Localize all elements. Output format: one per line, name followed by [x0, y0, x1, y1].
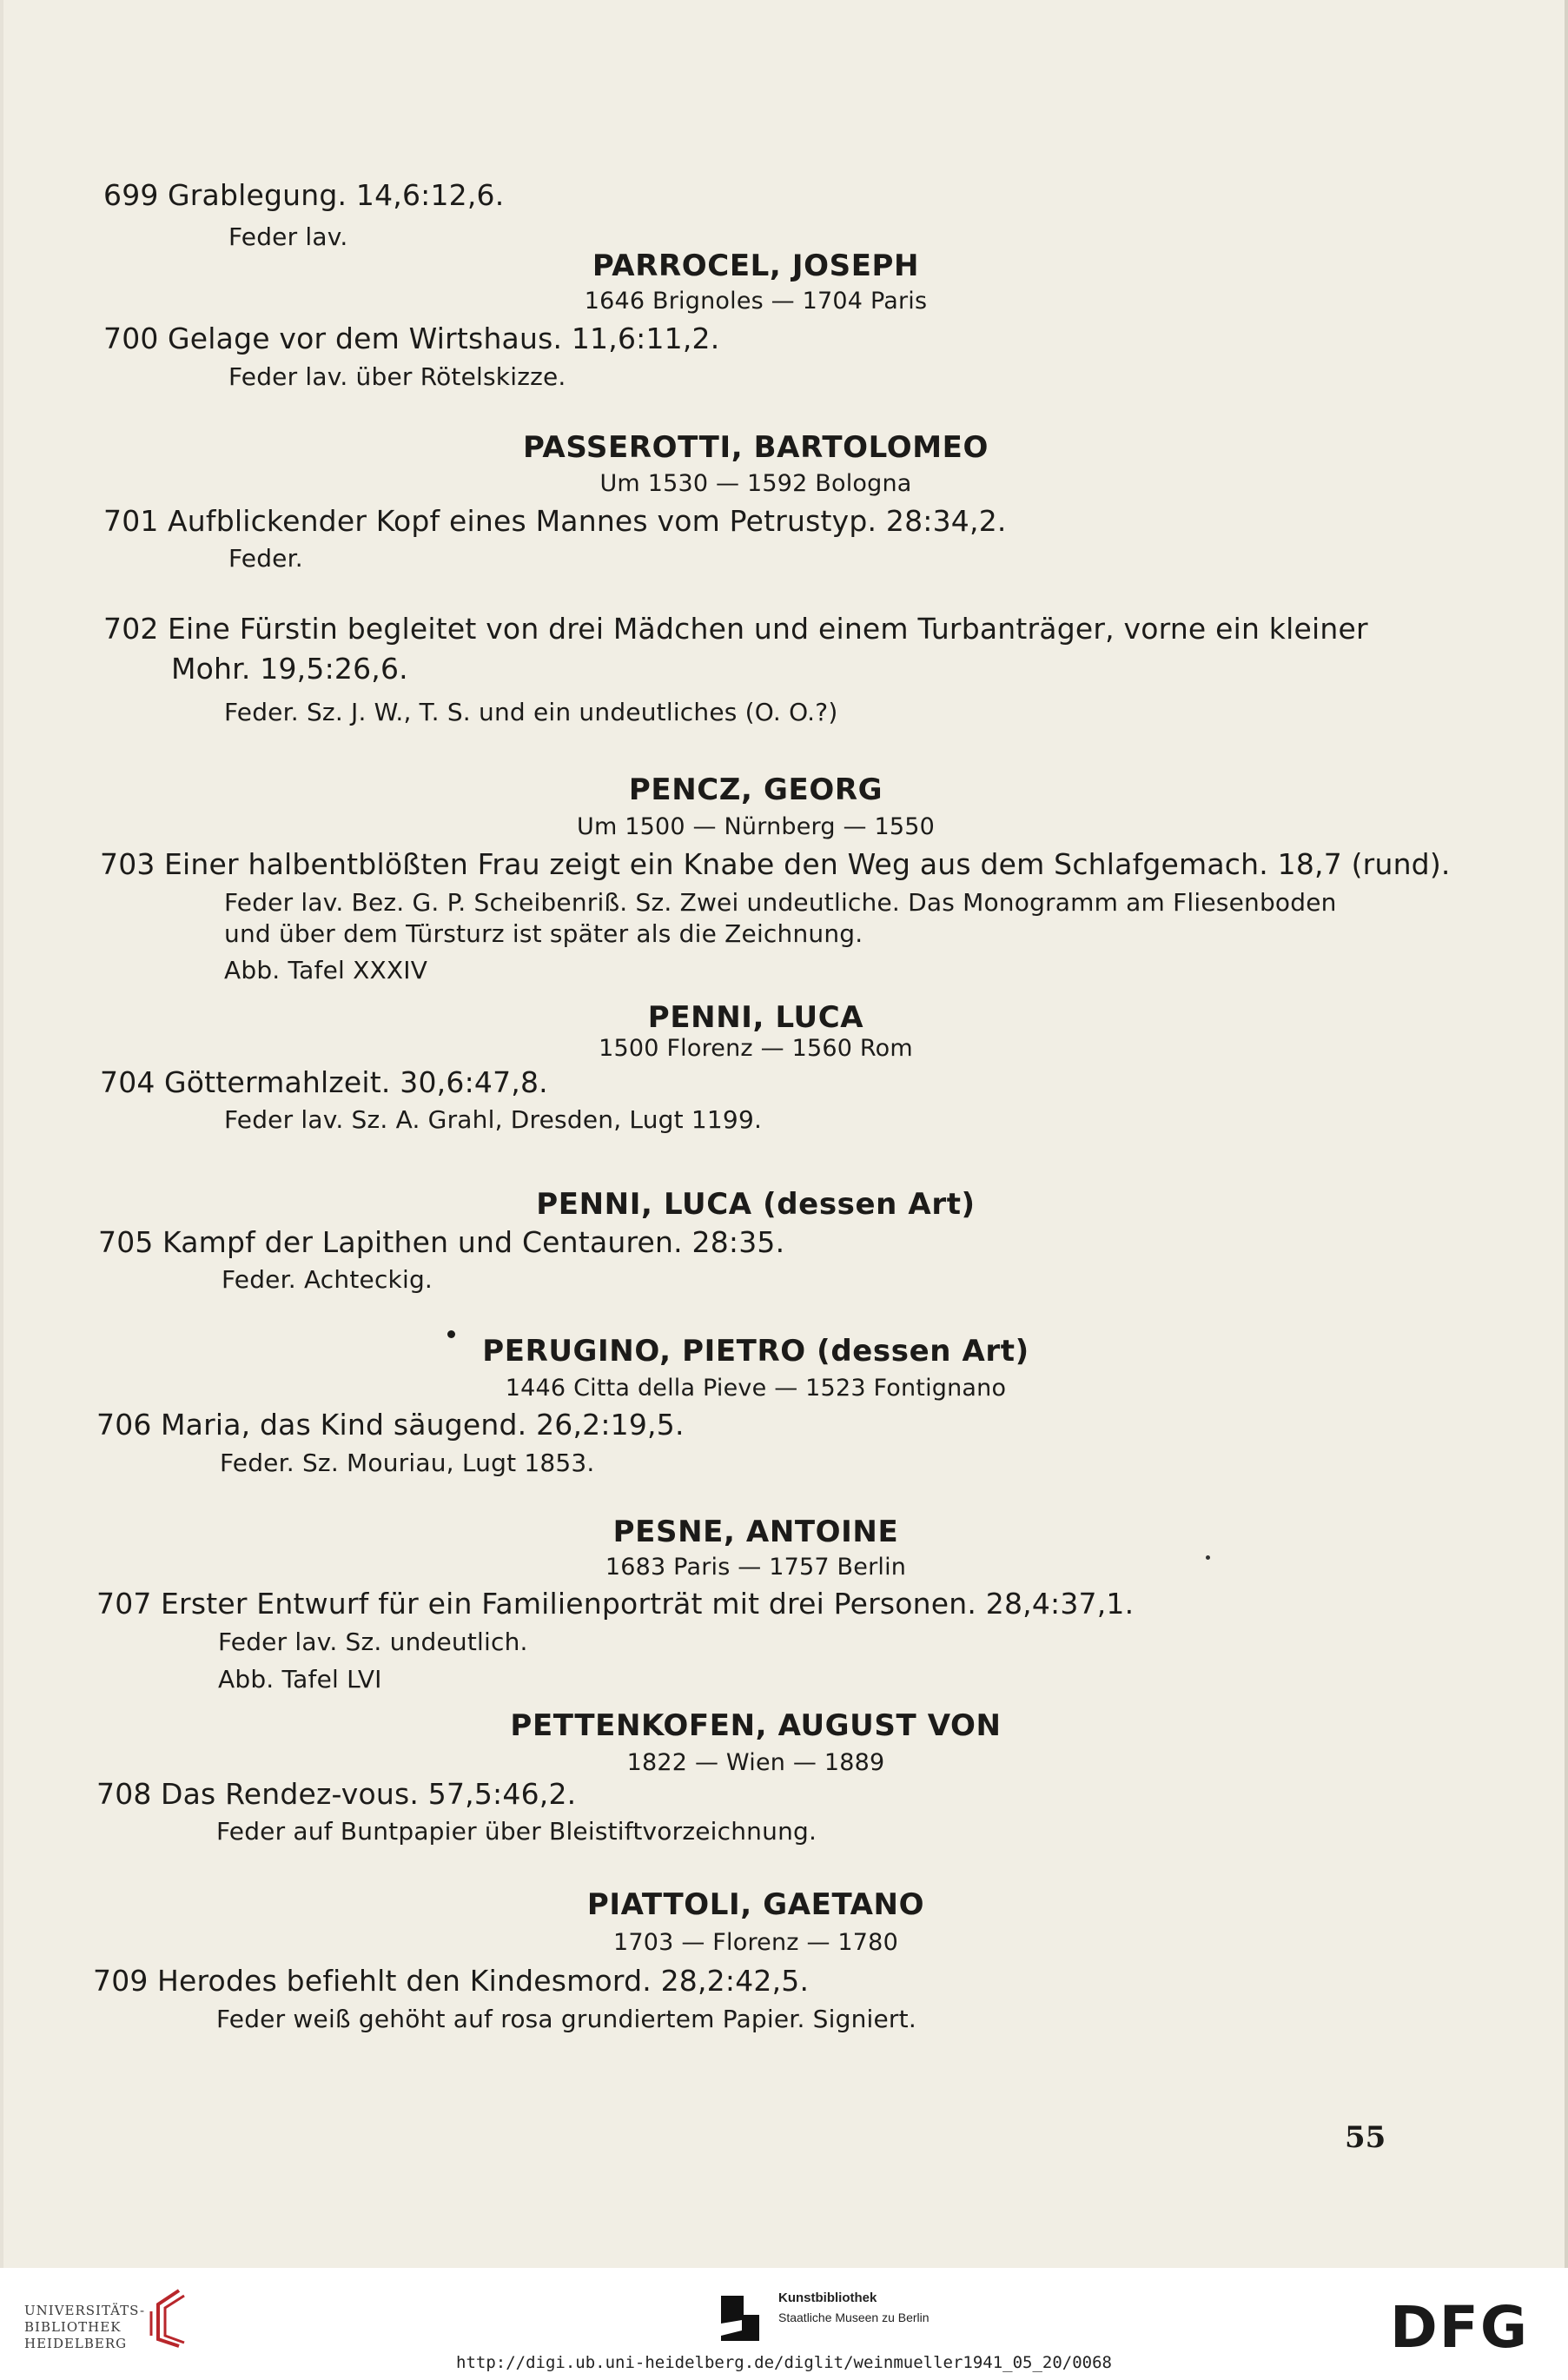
artist-dates: 1822 — Wien — 1889 [626, 1749, 885, 1776]
entry-708-detail: Feder auf Buntpapier über Bleistiftvorzeichnung. [216, 1817, 817, 1846]
artist-dates: Um 1500 — Nürnberg — 1550 [577, 813, 935, 840]
artist-heading: PENCZ, GEORG [628, 772, 883, 807]
artist-heading: PENNI, LUCA (dessen Art) [536, 1187, 976, 1222]
kb-name: Kunstbibliothek [778, 2291, 877, 2305]
entry-708: 708 Das Rendez-vous. 57,5:46,2. [96, 1777, 577, 1811]
artist-heading: PARROCEL, JOSEPH [592, 249, 920, 283]
artist-heading: PASSEROTTI, BARTOLOMEO [523, 430, 989, 465]
entry-707-detail: Feder lav. Sz. undeutlich. [218, 1628, 528, 1656]
entry-701: 701 Aufblickender Kopf eines Mannes vom Petrustyp. 28:34,2. [103, 504, 1007, 538]
entry-702-continued: Mohr. 19,5:26,6. [171, 652, 408, 686]
ub-line: BIBLIOTHEK [24, 2319, 122, 2335]
ub-heidelberg-logo-text[interactable] [24, 2303, 145, 2352]
artist-dates: 1703 — Florenz — 1780 [613, 1929, 898, 1956]
entry-703: 703 Einer halbentblößten Frau zeigt ein Knabe den Weg aus dem Schlafgemach. 18,7 (rund). [100, 847, 1451, 881]
entry-700: 700 Gelage vor dem Wirtshaus. 11,6:11,2. [103, 322, 720, 355]
entry-705-detail: Feder. Achteckig. [222, 1265, 433, 1294]
entry-700-detail: Feder lav. über Rötelskizze. [228, 362, 566, 391]
entry-702-detail: Feder. Sz. J. W., T. S. und ein undeutliches (O. O.?) [224, 698, 838, 726]
page-number: 55 [1345, 2120, 1386, 2155]
artist-heading: PIATTOLI, GAETANO [586, 1887, 925, 1922]
entry-702: 702 Eine Fürstin begleitet von drei Mädchen und einem Turbanträger, vorne ein kleiner [103, 612, 1368, 646]
entry-705: 705 Kampf der Lapithen und Centauren. 28:35. [98, 1225, 785, 1259]
ub-line: HEIDELBERG [24, 2336, 128, 2351]
artist-dates: Um 1530 — 1592 Bologna [599, 470, 912, 497]
artist-dates: 1646 Brignoles — 1704 Paris [584, 288, 928, 315]
entry-704: 704 Göttermahlzeit. 30,6:47,8. [100, 1065, 548, 1099]
artist-dates: 1446 Citta della Pieve — 1523 Fontignano [505, 1375, 1007, 1402]
dfg-logo[interactable]: DFG [1390, 2294, 1530, 2361]
kb-subtitle: Staatliche Museen zu Berlin [778, 2310, 930, 2324]
entry-703-detail: und über dem Türsturz ist später als die Zeichnung. [224, 919, 863, 948]
entry-707-plate: Abb. Tafel LVI [218, 1665, 382, 1694]
kunstbibliothek-icon[interactable] [718, 2294, 763, 2343]
kunstbibliothek-label[interactable] [778, 2289, 930, 2327]
entry-707: 707 Erster Entwurf für ein Familienporträt mit drei Personen. 28,4:37,1. [96, 1587, 1135, 1621]
artist-heading: PESNE, ANTOINE [612, 1515, 899, 1549]
speck-mark [1206, 1555, 1210, 1560]
entry-699-detail: Feder lav. [228, 222, 348, 251]
ub-heidelberg-icon[interactable] [144, 2285, 193, 2350]
entry-703-plate: Abb. Tafel XXXIV [224, 956, 428, 984]
entry-706-detail: Feder. Sz. Mouriau, Lugt 1853. [220, 1449, 595, 1477]
ub-line: UNIVERSITÄTS- [24, 2303, 146, 2318]
entry-709: 709 Herodes befiehlt den Kindesmord. 28,2:42,5. [93, 1964, 810, 1998]
entry-706: 706 Maria, das Kind säugend. 26,2:19,5. [96, 1408, 685, 1442]
entry-709-detail: Feder weiß gehöht auf rosa grundiertem Papier. Signiert. [216, 2005, 916, 2033]
artist-dates: 1500 Florenz — 1560 Rom [599, 1035, 913, 1062]
entry-699: 699 Grablegung. 14,6:12,6. [103, 178, 505, 212]
entry-703-detail: Feder lav. Bez. G. P. Scheibenriß. Sz. Zwei undeutliche. Das Monogramm am Fliesenboden [224, 888, 1337, 917]
artist-heading: PENNI, LUCA [647, 1000, 864, 1035]
entry-704-detail: Feder lav. Sz. A. Grahl, Dresden, Lugt 1199. [224, 1105, 763, 1134]
artist-dates: 1683 Paris — 1757 Berlin [605, 1554, 907, 1581]
permalink-url[interactable]: http://digi.ub.uni-heidelberg.de/diglit/weinmueller1941_05_20/0068 [456, 2353, 1112, 2372]
entry-701-detail: Feder. [228, 544, 303, 573]
artist-heading: PETTENKOFEN, AUGUST VON [510, 1708, 1002, 1743]
artist-heading: PERUGINO, PIETRO (dessen Art) [482, 1334, 1029, 1369]
